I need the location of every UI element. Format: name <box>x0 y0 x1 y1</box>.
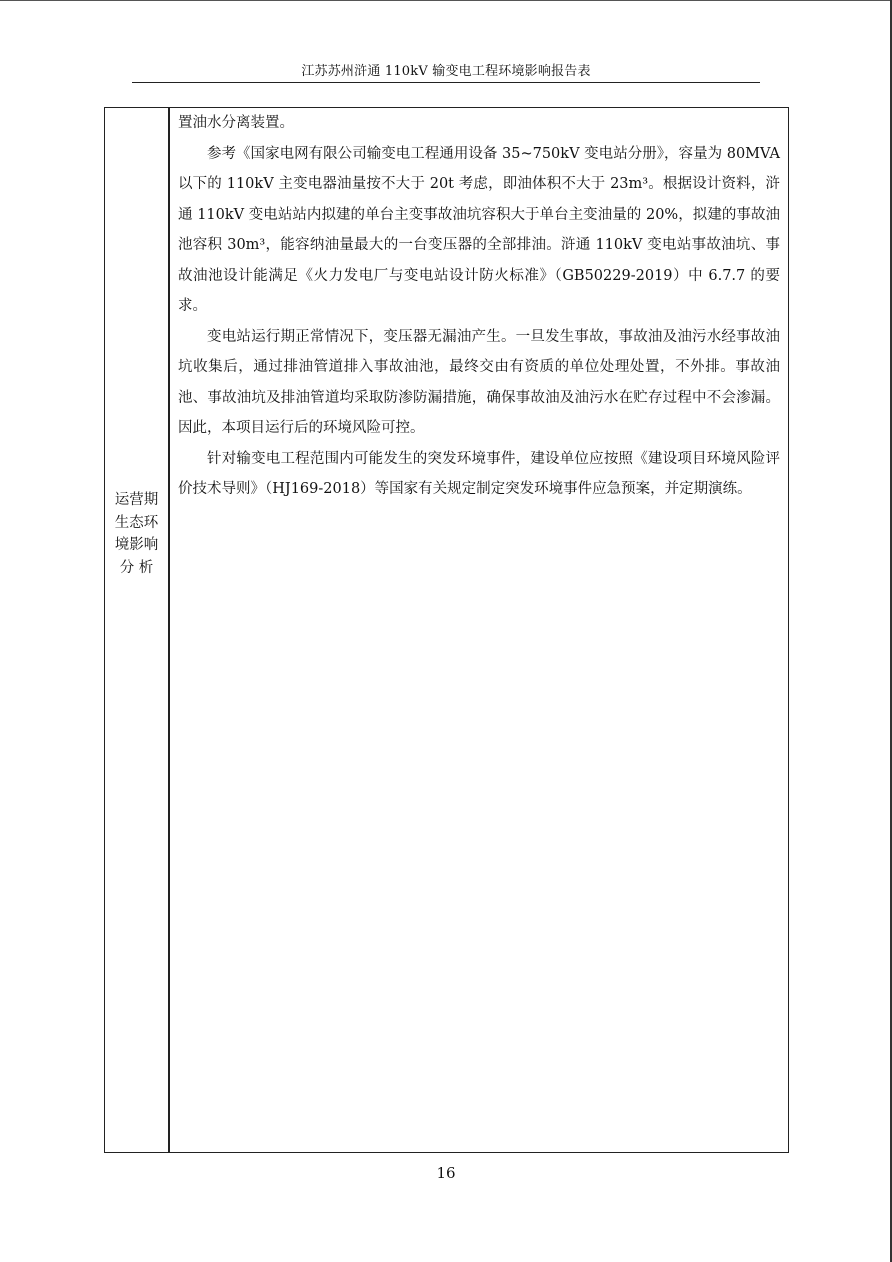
content-paragraph: 变电站运行期正常情况下，变压器无漏油产生。一旦发生事故，事故油及油污水经事故油坑收集后，通过排油管道排入事故油池，最终交由有资质的单位处理处置，不外排。事故油池、事故油坑及排油管道均采取防渗防漏措施，确保事故油及油污水在贮存过程中不会渗漏。因此，本项目运行后的环境风险可控。 <box>178 328 780 436</box>
row-label-line: 运营期 <box>114 492 159 508</box>
document-header-title: 江苏苏州浒通 110kV 输变电工程环境影响报告表 <box>301 64 591 79</box>
content-paragraph: 针对输变电工程范围内可能发生的突发环境事件，建设单位应按照《建设项目环境风险评价技术导则》（HJ169-2018）等国家有关规定制定突发环境事件应急预案，并定期演练。 <box>178 450 780 497</box>
row-label-line: 境影响 <box>114 537 159 553</box>
header-rule <box>132 82 760 83</box>
page-number: 16 <box>436 1164 456 1182</box>
row-label-line: 分 析 <box>119 559 154 576</box>
table-column-divider <box>168 107 170 1153</box>
row-label-line: 生态环 <box>114 514 159 531</box>
table-content-cell <box>178 108 780 505</box>
content-paragraph: 置油水分离装置。 <box>178 115 294 131</box>
row-label-operation-ecological-impact <box>105 489 168 579</box>
content-paragraph: 参考《国家电网有限公司输变电工程通用设备 35~750kV 变电站分册》，容量为 80MVA 以下的 110kV 主变电器油量按不大于 20t 考虑，即油体积不大于 23m³。根据设计资料，浒通 110kV 变电站站内拟建的单台主变事故油坑容积大于单台主变油量的 20%，拟建的事故油池容积 30m³，能容纳油量最大的一台变压器的全部排油。浒通 110kV 变电站事故油坑、事故油池设计能满足《火力发电厂与变电站设计防火标准》（GB50229-2019）中 6.7.7 的要求。 <box>178 145 780 314</box>
page-top-border <box>0 0 892 1</box>
